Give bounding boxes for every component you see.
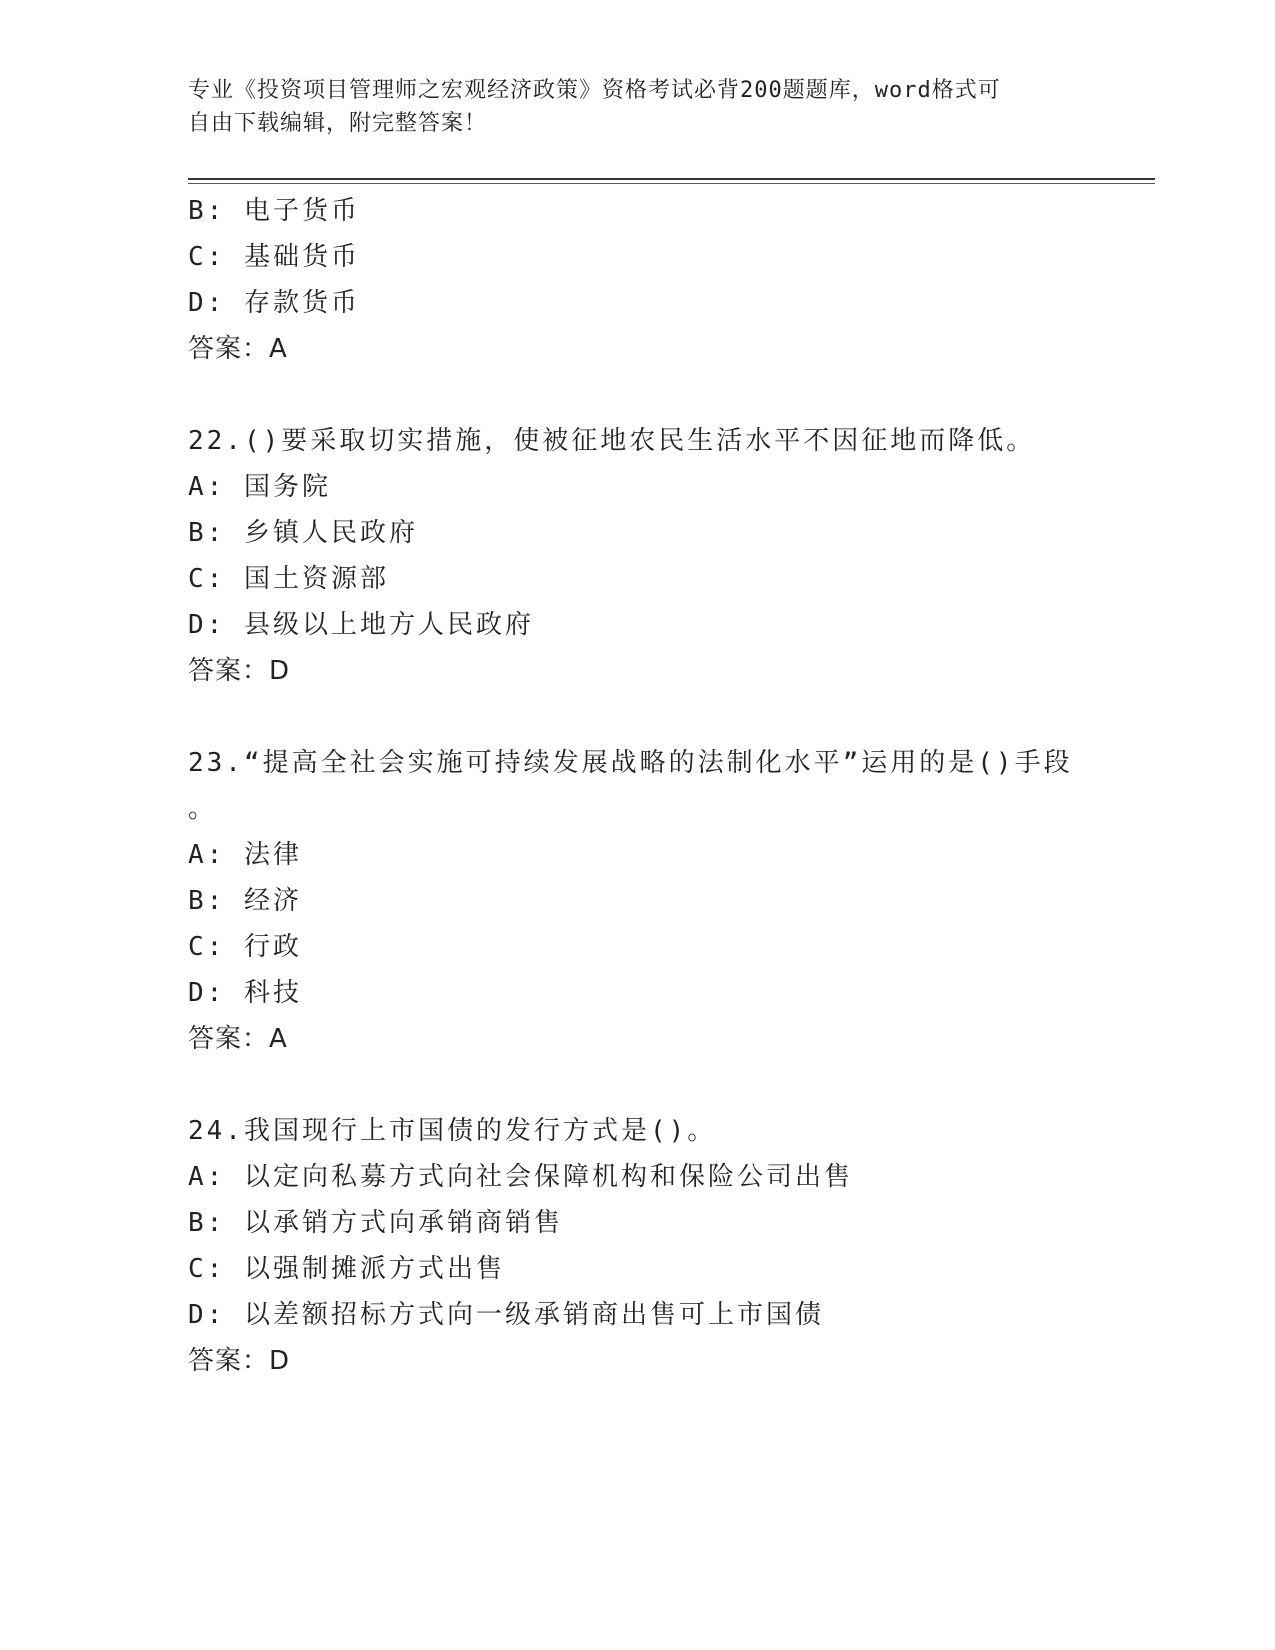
option-d: D: 科技 xyxy=(188,978,302,1008)
option-d: D: 县级以上地方人民政府 xyxy=(188,610,534,640)
header-title-line-1: 专业《投资项目管理师之宏观经济政策》资格考试必背200题题库，word格式可 xyxy=(188,78,1001,103)
spacer xyxy=(188,1062,1088,1108)
option-a: A: 国务院 xyxy=(188,472,331,502)
header-rule-thick xyxy=(188,178,1155,180)
question-22 xyxy=(188,418,1088,694)
option-c: C: 基础货币 xyxy=(188,242,360,272)
header-title-line-2: 自由下载编辑，附完整答案！ xyxy=(188,111,488,136)
answer: 答案：D xyxy=(188,1346,291,1376)
option-d: D: 以差额招标方式向一级承销商出售可上市国债 xyxy=(188,1300,824,1330)
answer: 答案：A xyxy=(188,334,288,364)
option-b: B: 以承销方式向承销商销售 xyxy=(188,1208,563,1238)
header-rule-thin xyxy=(188,183,1155,184)
question-stem: 23.“提高全社会实施可持续发展战略的法制化水平”运用的是()手段 xyxy=(188,748,1073,778)
option-d: D: 存款货币 xyxy=(188,288,360,318)
question-stem-end: 。 xyxy=(188,794,215,824)
option-b: B: 经济 xyxy=(188,886,302,916)
question-stem: 22.()要采取切实措施，使被征地农民生活水平不因征地而降低。 xyxy=(188,426,1036,456)
answer: 答案：D xyxy=(188,656,291,686)
question-list xyxy=(188,188,1088,1384)
question-23 xyxy=(188,740,1088,1062)
option-a: A: 以定向私募方式向社会保障机构和保险公司出售 xyxy=(188,1162,853,1192)
option-b: B: 电子货币 xyxy=(188,196,360,226)
question-stem: 24.我国现行上市国债的发行方式是()。 xyxy=(188,1116,717,1146)
option-c: C: 国土资源部 xyxy=(188,564,389,594)
answer: 答案：A xyxy=(188,1024,288,1054)
spacer xyxy=(188,694,1088,740)
question-24 xyxy=(188,1108,1088,1384)
question-21 xyxy=(188,188,1088,372)
option-b: B: 乡镇人民政府 xyxy=(188,518,418,548)
option-a: A: 法律 xyxy=(188,840,302,870)
option-c: C: 行政 xyxy=(188,932,302,962)
spacer xyxy=(188,372,1088,418)
document-header xyxy=(188,74,1068,140)
option-c: C: 以强制摊派方式出售 xyxy=(188,1254,505,1284)
